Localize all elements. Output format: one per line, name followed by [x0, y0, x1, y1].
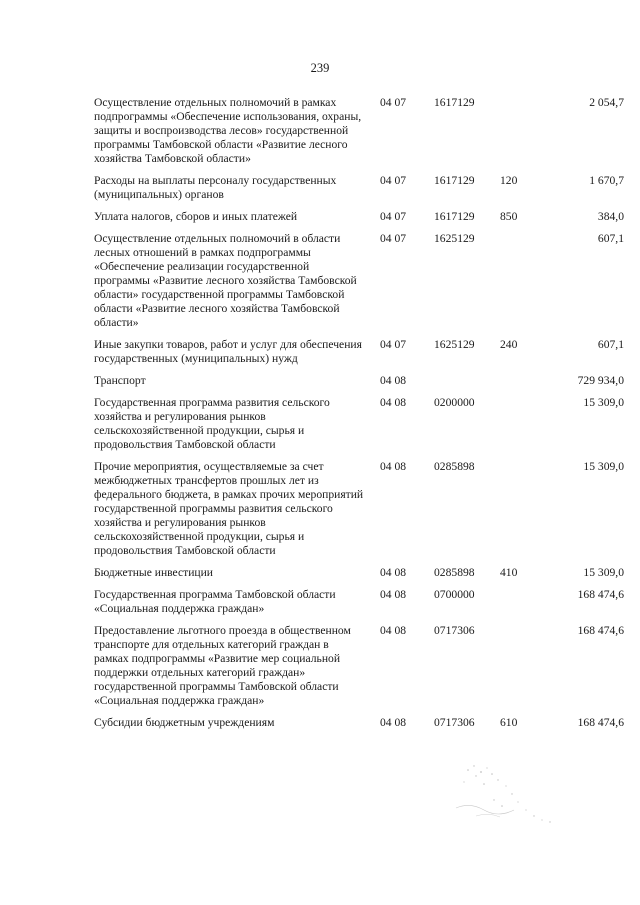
row-section: 04 07 [380, 210, 407, 223]
row-name: Государственная программа развития сельского хозяйства и регулирования рынков сельскохозяйственной продукции, сырья и продовольствия Тамбовской области [94, 396, 330, 451]
row-kind [498, 588, 540, 624]
page-number: 239 [310, 61, 330, 75]
row-code [434, 374, 498, 396]
row-name: Уплата налогов, сборов и иных платежей [94, 210, 298, 223]
row-code: 1625129 [434, 338, 475, 351]
row-name: Осуществление отдельных полномочий в рамках подпрограммы «Обеспечение использования, охраны, защиты и воспроизводства лесов» государственной программы Тамбовской области «Развитие лесного хозяйства Тамбовской области» [94, 96, 362, 165]
row-section: 04 08 [380, 624, 407, 637]
table-row [94, 460, 624, 566]
row-section: 04 08 [380, 374, 407, 387]
row-amount: 168 474,6 [577, 588, 624, 601]
row-section: 04 08 [380, 716, 407, 729]
row-amount: 15 309,0 [583, 566, 624, 579]
table-row [94, 210, 624, 232]
row-code: 1617129 [434, 96, 475, 109]
row-code: 0700000 [434, 588, 475, 601]
row-kind [498, 396, 540, 460]
row-amount: 607,1 [597, 338, 624, 351]
row-section: 04 07 [380, 338, 407, 351]
row-name: Прочие мероприятия, осуществляемые за счет межбюджетных трансфертов прошлых лет из федерального бюджета, в рамках прочих мероприятий государственной программы развития сельского хозяйства и регулирования рынков сельскохозяйственной продукции, сырья и продовольствия Тамбовской области [94, 460, 364, 557]
row-kind: 850 [500, 210, 518, 223]
table-row [94, 96, 624, 174]
row-name: Расходы на выплаты персоналу государственных (муниципальных) органов [94, 174, 337, 201]
row-section: 04 07 [380, 174, 407, 187]
faint-stamp-mark [446, 760, 566, 830]
row-code: 0717306 [434, 716, 475, 729]
table-row [94, 588, 624, 624]
row-amount: 168 474,6 [577, 716, 624, 729]
row-kind [498, 624, 540, 716]
row-kind: 410 [500, 566, 518, 579]
table-row [94, 374, 624, 396]
row-section: 04 08 [380, 588, 407, 601]
row-section: 04 08 [380, 396, 407, 409]
row-code: 1625129 [434, 232, 475, 245]
row-kind: 240 [500, 338, 518, 351]
row-amount: 168 474,6 [577, 624, 624, 637]
row-kind [498, 374, 540, 396]
row-name: Транспорт [94, 374, 146, 387]
row-amount: 1 670,7 [589, 174, 624, 187]
row-kind: 120 [500, 174, 518, 187]
row-name: Осуществление отдельных полномочий в области лесных отношений в рамках подпрограммы «Обеспечение реализации государственной программы «Развитие лесного хозяйства Тамбовской области» государственной программы Тамбовской области «Развитие лесного хозяйства Тамбовской области» [94, 232, 357, 329]
row-code: 0285898 [434, 566, 475, 579]
row-amount: 729 934,0 [577, 374, 624, 387]
row-amount: 15 309,0 [583, 396, 624, 409]
row-amount: 384,0 [597, 210, 624, 223]
table-row [94, 566, 624, 588]
row-name: Субсидии бюджетным учреждениям [94, 716, 275, 729]
table-row [94, 174, 624, 210]
row-kind [498, 460, 540, 566]
row-section: 04 07 [380, 96, 407, 109]
row-amount: 15 309,0 [583, 460, 624, 473]
row-section: 04 08 [380, 566, 407, 579]
table-row [94, 396, 624, 460]
row-code: 0285898 [434, 460, 475, 473]
row-kind [498, 232, 540, 338]
row-name: Государственная программа Тамбовской области «Социальная поддержка граждан» [94, 588, 336, 615]
row-name: Бюджетные инвестиции [94, 566, 214, 579]
row-section: 04 08 [380, 460, 407, 473]
budget-table [94, 96, 624, 730]
row-section: 04 07 [380, 232, 407, 245]
row-kind [498, 96, 540, 174]
table-row [94, 716, 624, 730]
row-code: 1617129 [434, 210, 475, 223]
table-row [94, 232, 624, 338]
row-name: Предоставление льготного проезда в общественном транспорте для отдельных категорий граждан в рамках подпрограммы «Развитие мер социальной поддержки отдельных категорий граждан» государственной программы Тамбовской области «Социальная поддержка граждан» [94, 624, 351, 707]
row-name: Иные закупки товаров, работ и услуг для обеспечения государственных (муниципальных) нужд [94, 338, 362, 365]
table-row [94, 338, 624, 374]
row-amount: 607,1 [597, 232, 624, 245]
row-kind: 610 [500, 716, 518, 729]
row-amount: 2 054,7 [589, 96, 624, 109]
row-code: 0717306 [434, 624, 475, 637]
row-code: 1617129 [434, 174, 475, 187]
table-row [94, 624, 624, 716]
row-code: 0200000 [434, 396, 475, 409]
